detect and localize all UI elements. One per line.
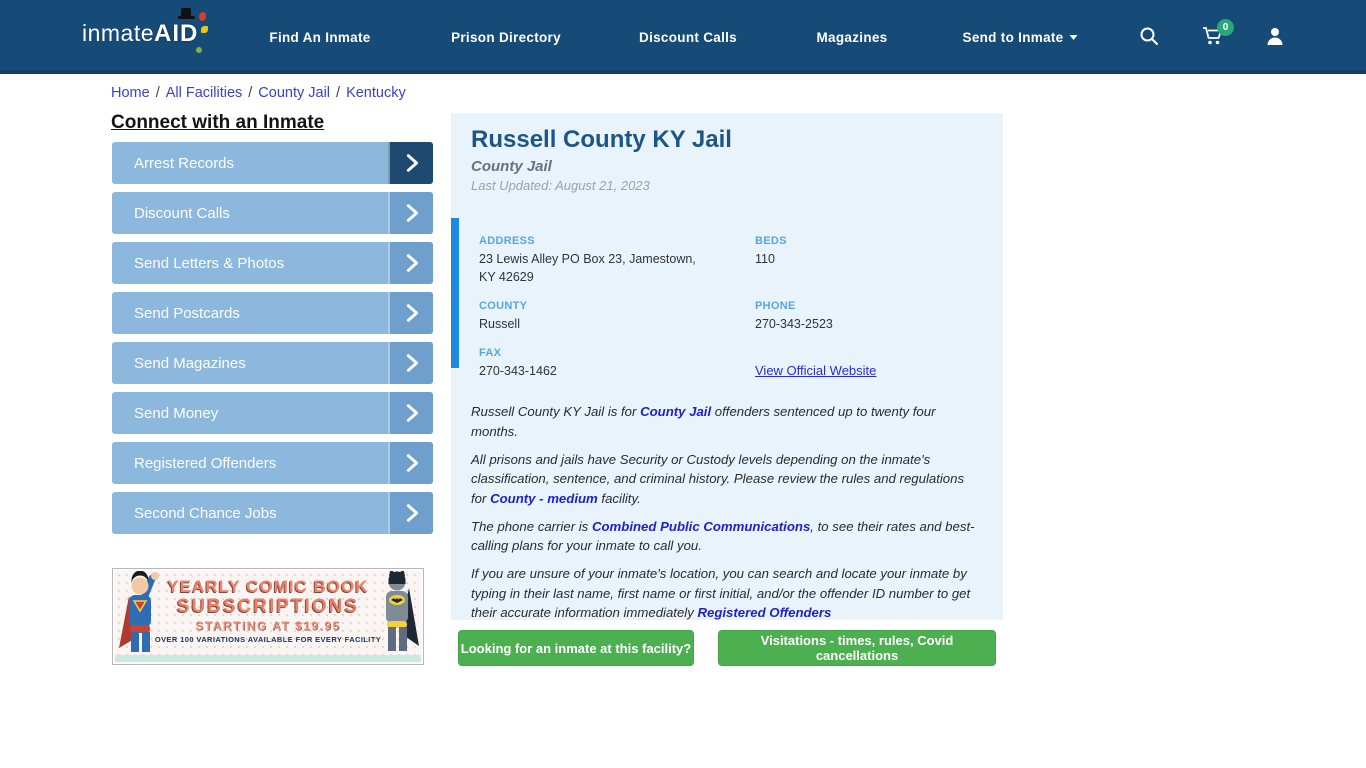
logo-yellow-star-icon: [201, 26, 208, 33]
county-jail-link[interactable]: County Jail: [640, 404, 712, 419]
breadcrumb-county-jail[interactable]: County Jail: [258, 85, 331, 101]
brand-text-inmate: inmate: [82, 20, 155, 46]
info-value: 270-343-1462: [479, 364, 557, 379]
phone-carrier-link[interactable]: Combined Public Communications: [591, 518, 811, 534]
brand-logo[interactable]: [82, 20, 198, 48]
logo-red-bird-icon: [199, 12, 206, 21]
registered-offenders-link[interactable]: Registered Offenders: [697, 605, 832, 621]
info-label: FAX: [479, 347, 502, 360]
facility-panel: [451, 113, 1003, 620]
info-cell-beds: [755, 235, 984, 286]
chevron-right-icon: [388, 242, 433, 284]
facility-type-subtitle: County Jail: [471, 158, 552, 175]
cart-count-badge: 0: [1217, 19, 1234, 36]
sidebar-item-send-magazines[interactable]: Send Magazines: [112, 342, 433, 384]
chevron-right-icon: [388, 142, 433, 184]
chevron-right-icon: [388, 192, 433, 234]
nav-item-send-to-inmate[interactable]: Send to Inmate: [963, 30, 1078, 45]
chevron-right-icon: [388, 342, 433, 384]
page-title: Russell County KY Jail: [471, 126, 732, 153]
batman-art: [375, 571, 421, 657]
info-value: 110: [755, 252, 775, 266]
paragraph: Russell County KY Jail is for County Jail offenders sentenced up to twenty four months.: [471, 404, 936, 439]
sidebar-item-send-money[interactable]: Send Money: [112, 392, 433, 434]
sidebar-item-registered-offenders[interactable]: Registered Offenders: [112, 442, 433, 484]
breadcrumb-all-facilities[interactable]: All Facilities: [165, 85, 243, 101]
info-accent-bar: [451, 218, 459, 368]
ad-subtext: OVER 100 VARIATIONS AVAILABLE FOR EVERY FACILITY: [154, 635, 382, 644]
ad-price-line: STARTING AT $19.95: [195, 619, 341, 633]
cart-icon[interactable]: [1202, 22, 1229, 51]
chevron-right-icon: [388, 392, 433, 434]
sidebar-item-discount-calls[interactable]: Discount Calls: [112, 192, 433, 234]
info-label: ADDRESS: [479, 235, 535, 247]
breadcrumb: Home / All Facilities / County Jail / Kentucky: [111, 85, 406, 101]
ad-headline-1: YEARLY COMIC BOOK: [167, 577, 369, 596]
info-cell-fax: [479, 347, 755, 380]
comic-book-ad-banner[interactable]: [112, 568, 424, 665]
looking-for-inmate-button[interactable]: Looking for an inmate at this facility?: [458, 630, 694, 666]
chevron-down-icon: [1069, 35, 1077, 40]
chevron-right-icon: [388, 292, 433, 334]
info-value: 270-343-2523: [755, 317, 833, 332]
paragraph: If you are unsure of your inmate's location, you can search and locate your inmate by typing in their last name, first name or first initial, and/or the offender ID number to get their accurate information immediately Registered Offenders: [471, 566, 971, 621]
sidebar-item-second-chance-jobs[interactable]: Second Chance Jobs: [112, 492, 433, 534]
nav-item-find-an-inmate[interactable]: Find An Inmate: [269, 30, 371, 45]
top-navbar: [0, 0, 1366, 74]
paragraph: All prisons and jails have Security or Custody levels depending on the inmate's classification, sentence, and criminal history. Please review the rules and regulations for County - medium facility.: [471, 451, 965, 506]
info-cell-address: [479, 235, 755, 286]
chevron-right-icon: [388, 442, 433, 484]
chevron-right-icon: [388, 492, 433, 534]
breadcrumb-home[interactable]: Home: [111, 85, 150, 101]
user-icon[interactable]: [1265, 26, 1285, 51]
info-value: Russell: [479, 317, 520, 332]
visitations-button[interactable]: Visitations - times, rules, Covid cancellations: [718, 630, 996, 666]
search-icon[interactable]: [1139, 26, 1159, 51]
info-cell-website: [755, 347, 984, 380]
info-cell-county: [479, 300, 755, 333]
sidebar-heading: Connect with an Inmate: [111, 112, 325, 133]
last-updated-text: Last Updated: August 21, 2023: [471, 178, 650, 193]
ad-content: [115, 571, 421, 662]
nav-item-prison-directory[interactable]: Prison Directory: [451, 30, 561, 45]
county-medium-link[interactable]: County - medium: [490, 490, 598, 506]
official-website-link[interactable]: View Official Website: [755, 363, 877, 379]
facility-description: [471, 402, 979, 631]
superman-art: [115, 571, 165, 657]
info-value: 23 Lewis Alley PO Box 23, Jamestown, KY 42629: [479, 252, 696, 285]
sidebar-item-arrest-records[interactable]: Arrest Records: [112, 142, 433, 184]
sidebar-item-send-postcards[interactable]: Send Postcards: [112, 292, 433, 334]
paragraph: The phone carrier is Combined Public Communications, to see their rates and best-calling plans for your inmate to call you.: [471, 518, 975, 554]
sidebar-item-send-letters-photos[interactable]: Send Letters & Photos: [112, 242, 433, 284]
nav-item-discount-calls[interactable]: Discount Calls: [639, 30, 737, 45]
info-label: COUNTY: [479, 300, 528, 313]
info-label: BEDS: [755, 235, 787, 247]
nav-item-magazines[interactable]: Magazines: [816, 30, 888, 45]
brand-text-aid: AID: [154, 20, 198, 47]
info-cell-phone: [755, 300, 984, 333]
facility-info-grid: [479, 235, 984, 381]
ad-headline-2: SUBSCRIPTIONS: [176, 596, 360, 617]
breadcrumb-kentucky[interactable]: Kentucky: [346, 85, 406, 101]
info-label: PHONE: [755, 300, 796, 313]
logo-green-dot-icon: [196, 47, 202, 53]
